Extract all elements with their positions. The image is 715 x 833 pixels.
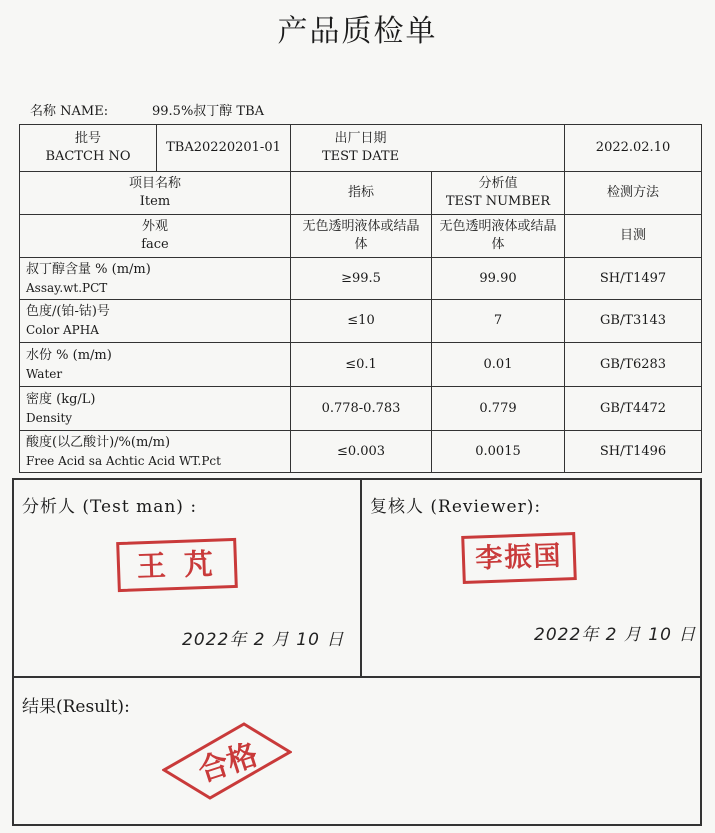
product-name-label: 名称 NAME: bbox=[30, 104, 109, 119]
row-item bbox=[20, 258, 291, 300]
row-item-en: Water bbox=[26, 366, 63, 381]
tester-label: 分析人 (Test man) : bbox=[22, 497, 198, 517]
batch-row bbox=[20, 125, 702, 172]
date-label-en: TEST DATE bbox=[321, 149, 400, 164]
spec-header: 指标 bbox=[291, 172, 432, 215]
row-method: SH/T1497 bbox=[565, 258, 702, 300]
row-result: 0.0015 bbox=[432, 431, 565, 473]
batch-label-cell bbox=[20, 125, 157, 172]
row-result: 99.90 bbox=[432, 258, 565, 300]
row-spec: ≤0.1 bbox=[291, 343, 432, 387]
method-header: 检测方法 bbox=[565, 172, 702, 215]
row-item-cn: 水份 % (m/m) bbox=[26, 347, 112, 363]
inspection-table bbox=[19, 124, 702, 473]
tester-date: 2022年 2 月 10 日 bbox=[182, 630, 345, 650]
tester-panel bbox=[14, 480, 362, 676]
signature-section bbox=[12, 478, 702, 678]
appearance-en: face bbox=[141, 237, 169, 252]
row-spec: ≥99.5 bbox=[291, 258, 432, 300]
batch-label-cn: 批号 bbox=[74, 131, 101, 146]
row-item bbox=[20, 343, 291, 387]
date-label-cell bbox=[291, 125, 565, 172]
row-item bbox=[20, 431, 291, 473]
row-result: 0.779 bbox=[432, 387, 565, 431]
row-item-cn: 酸度(以乙酸计)/%(m/m) bbox=[26, 434, 171, 450]
table-row bbox=[20, 431, 702, 473]
row-spec: ≤0.003 bbox=[291, 431, 432, 473]
appearance-cn: 外观 bbox=[141, 219, 168, 234]
result-header-en: TEST NUMBER bbox=[445, 194, 551, 209]
appearance-result: 无色透明液体或结晶体 bbox=[432, 215, 565, 258]
date-value: 2022.02.10 bbox=[565, 125, 702, 172]
column-header-row bbox=[20, 172, 702, 215]
row-result: 7 bbox=[432, 300, 565, 343]
row-item-en: Assay.wt.PCT bbox=[26, 280, 108, 295]
product-name-line bbox=[30, 100, 264, 119]
qualified-stamp bbox=[162, 722, 292, 800]
table-row bbox=[20, 258, 702, 300]
result-label: 结果(Result): bbox=[22, 697, 130, 717]
row-spec: ≤10 bbox=[291, 300, 432, 343]
row-result: 0.01 bbox=[432, 343, 565, 387]
tester-stamp: 王 芃 bbox=[116, 538, 238, 592]
row-item-cn: 密度 (kg/L) bbox=[26, 391, 96, 407]
batch-label-en: BACTCH NO bbox=[45, 149, 131, 164]
item-header bbox=[20, 172, 291, 215]
reviewer-date: 2022年 2 月 10 日 bbox=[534, 625, 697, 645]
item-header-cn: 项目名称 bbox=[128, 176, 181, 191]
row-item-cn: 叔丁醇含量 % (m/m) bbox=[26, 261, 151, 277]
reviewer-label: 复核人 (Reviewer): bbox=[370, 497, 542, 517]
row-item-en: Free Acid sa Achtic Acid WT.Pct bbox=[26, 453, 221, 468]
page-title: 产品质检单 bbox=[277, 14, 438, 49]
appearance-item bbox=[20, 215, 291, 258]
item-header-en: Item bbox=[139, 194, 171, 209]
appearance-row bbox=[20, 215, 702, 258]
appearance-method: 目测 bbox=[565, 215, 702, 258]
row-method: GB/T6283 bbox=[565, 343, 702, 387]
result-header bbox=[432, 172, 565, 215]
date-label-cn: 出厂日期 bbox=[334, 131, 387, 146]
row-item-en: Density bbox=[26, 410, 73, 425]
result-header-cn: 分析值 bbox=[478, 176, 518, 191]
row-method: SH/T1496 bbox=[565, 431, 702, 473]
row-spec: 0.778-0.783 bbox=[291, 387, 432, 431]
row-item-cn: 色度/(铂-钴)号 bbox=[26, 304, 110, 319]
row-item bbox=[20, 387, 291, 431]
table-row bbox=[20, 300, 702, 343]
reviewer-stamp: 李振国 bbox=[461, 532, 577, 584]
appearance-spec: 无色透明液体或结晶体 bbox=[291, 215, 432, 258]
table-row bbox=[20, 343, 702, 387]
reviewer-panel bbox=[362, 480, 700, 676]
batch-value: TBA20220201-01 bbox=[157, 125, 291, 172]
qualified-stamp-text: 合格 bbox=[194, 737, 263, 790]
product-name-value: 99.5%叔丁醇 TBA bbox=[152, 104, 265, 119]
result-section bbox=[12, 678, 702, 826]
row-method: GB/T3143 bbox=[565, 300, 702, 343]
table-row bbox=[20, 387, 702, 431]
row-item bbox=[20, 300, 291, 343]
row-method: GB/T4472 bbox=[565, 387, 702, 431]
row-item-en: Color APHA bbox=[26, 323, 99, 337]
